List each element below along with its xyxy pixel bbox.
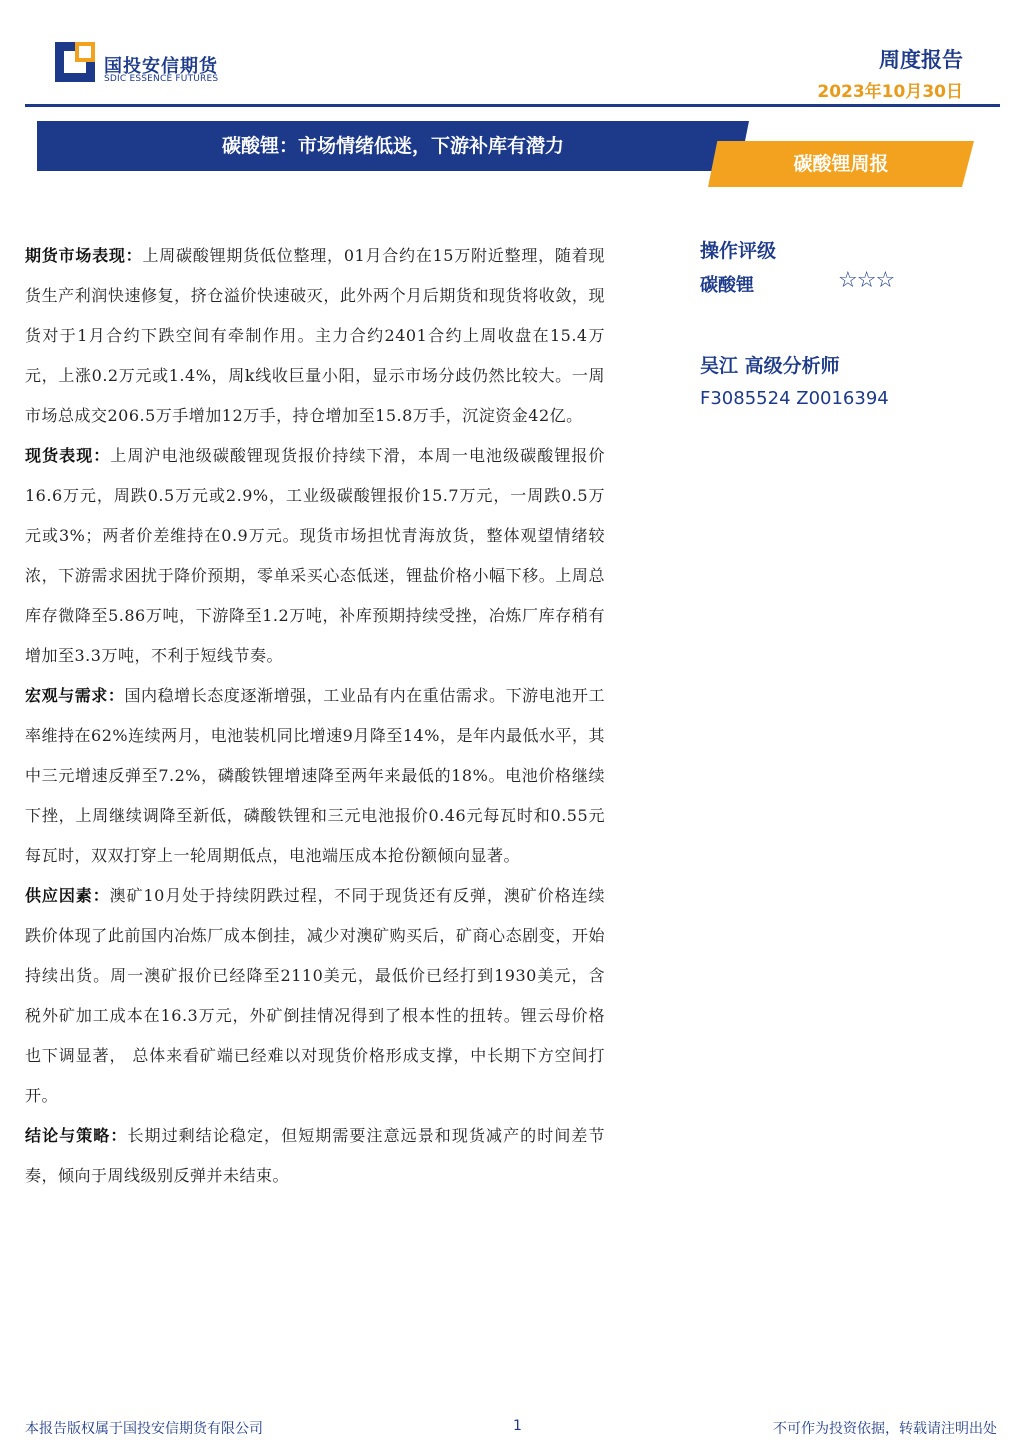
rating-title: 操作评级 [700,240,777,262]
section-label: 结论与策略： [25,1126,128,1145]
section-futures [25,236,605,436]
section-label: 宏观与需求： [25,686,125,705]
section-text: 国内稳增长态度逐渐增强，工业品有内在重估需求。下游电池开工率维持在62%连续两月，电池装机同比增速9月降至14%，是年内最低水平，其中三元增速反弹至7.2%，磷酸铁锂增速降至两年来最低的18%。电池价格继续下挫，上周继续调降至新低，磷酸铁锂和三元电池报价0.46元每瓦时和0.55元每瓦时，双双打穿上一轮周期低点，电池端压成本抢份额倾向显著。 [25,686,605,865]
header-divider [25,104,1000,107]
report-tag: 碳酸锂周报 [793,153,889,175]
section-text: 上周沪电池级碳酸锂现货报价持续下滑，本周一电池级碳酸锂报价16.6万元，周跌0.5万元或2.9%，工业级碳酸锂报价15.7万元，一周跌0.5万元或3%；两者价差维持在0.9万元。现货市场担忧青海放货，整体观望情绪较浓，下游需求困扰于降价预期，零单采买心态低迷，锂盐价格小幅下移。上周总库存微降至5.86万吨，下游降至1.2万吨，补库预期持续受挫，冶炼厂库存稍有增加至3.3万吨，不利于短线节奏。 [25,446,605,665]
report-body [25,236,605,1196]
section-label: 现货表现： [25,446,111,465]
report-title: 碳酸锂：市场情绪低迷，下游补库有潜力 [221,135,564,157]
company-logo-icon [55,42,95,82]
section-text: 澳矿10月处于持续阴跌过程，不同于现货还有反弹，澳矿价格连续跌价体现了此前国内冶炼厂成本倒挂，减少对澳矿购买后，矿商心态剧变，开始持续出货。周一澳矿报价已经降至2110美元，最低价已经打到1930美元，含税外矿加工成本在16.3万元，外矿倒挂情况得到了根本性的扭转。锂云母价格也下调显著， 总体来看矿端已经难以对现货价格形成支撑，中长期下方空间打开。 [25,886,605,1105]
rating-stars-icon: ☆☆☆ [838,268,895,293]
analyst-name: 吴江 高级分析师 [700,355,840,377]
section-text: 长期过剩结论稳定，但短期需要注意远景和现货减产的时间差节奏，倾向于周线级别反弹并未结束。 [25,1126,605,1185]
page-number: 1 [513,1418,522,1434]
section-spot [25,436,605,676]
company-name-cn: 国投安信期货 [104,56,218,77]
company-name-en: SDIC ESSENCE FUTURES [104,74,219,84]
section-label: 供应因素： [25,886,110,905]
report-type: 周度报告 [879,48,963,72]
footer-copyright: 本报告版权属于国投安信期货有限公司 [25,1421,263,1437]
section-conclusion [25,1116,605,1196]
report-date: 2023年10月30日 [817,82,963,102]
section-label: 期货市场表现： [25,246,143,265]
section-macro-demand [25,676,605,876]
analyst-license: F3085524 Z0016394 [700,388,889,409]
section-text: 上周碳酸锂期货低位整理，01月合约在15万附近整理，随着现货生产利润快速修复，挤仓溢价快速破灭，此外两个月后期货和现货将收敛，现货对于1月合约下跌空间有牵制作用。主力合约2401合约上周收盘在15.4万元，上涨0.2万元或1.4%，周k线收巨量小阳，显示市场分歧仍然比较大。一周市场总成交206.5万手增加12万手，持仓增加至15.8万手，沉淀资金42亿。 [25,246,605,425]
section-supply [25,876,605,1116]
footer-disclaimer: 不可作为投资依据，转载请注明出处 [773,1421,997,1437]
rating-commodity: 碳酸锂 [700,275,754,296]
